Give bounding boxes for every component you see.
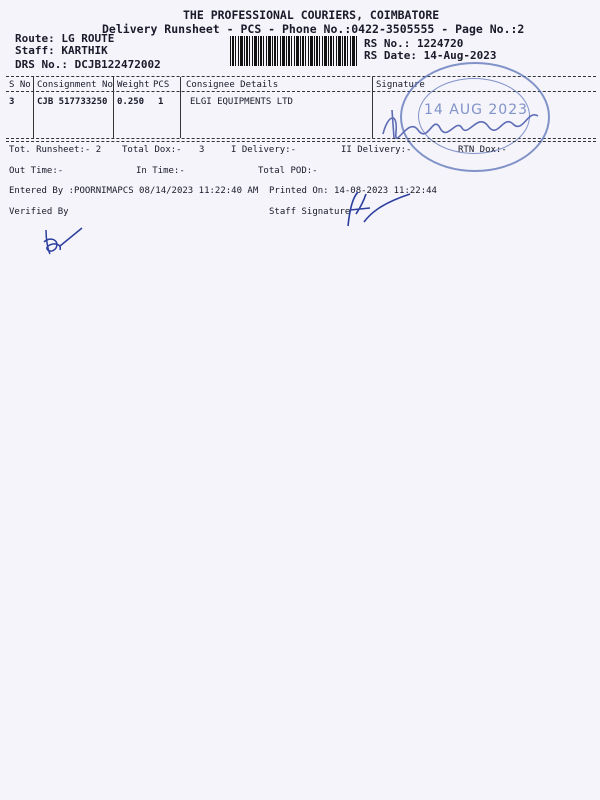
col-divider [113,77,114,138]
row-consignment-no: CJB 517733250 [37,97,108,107]
i-delivery: I Delivery:- [231,145,297,155]
entered-by: Entered By :POORNIMAPCS 08/14/2023 11:22:40 AM [9,186,259,196]
in-time: In Time:- [136,166,185,176]
rtn-dox: RTN Dox:- [458,145,507,155]
barcode [230,36,358,66]
row-consignee: ELGI EQUIPMENTS LTD [190,97,293,107]
printed-on: Printed On: 14-08-2023 11:22:44 [269,186,437,196]
row-pcs: 1 [158,97,164,107]
stamp-date: 14 AUG 2023 [424,102,529,118]
col-divider [33,77,34,138]
col-header-sno: S No [9,80,31,90]
route-label: Route: LG ROUTE [15,32,115,45]
total-dox-label: Total Dox:- [122,145,182,155]
runsheet-subtitle: Delivery Runsheet - PCS - Phone No.:0422-3505555 - Page No.:2 [102,22,525,36]
col-divider [372,77,373,138]
tot-runsheet: Tot. Runsheet:- 2 [9,145,102,155]
rs-date: RS Date: 14-Aug-2023 [364,49,497,62]
total-dox-value: 3 [199,145,205,155]
staff-signature-label: Staff Signature [269,207,351,217]
summary-rule [6,141,596,142]
col-divider [180,77,181,138]
verified-by: Verified By [9,207,69,217]
row-sno: 3 [9,97,15,107]
drs-number: DRS No.: DCJB122472002 [15,58,161,71]
verifier-signature [38,220,88,260]
total-pod: Total POD:- [258,166,318,176]
col-header-signature: Signature [376,80,425,90]
out-time: Out Time:- [9,166,64,176]
staff-label: Staff: KARTHIK [15,44,108,57]
col-header-pcs: PCS [153,80,170,90]
rs-number: RS No.: 1224720 [364,37,464,50]
ii-delivery: II Delivery:- [341,145,412,155]
company-name: THE PROFESSIONAL COURIERS, COIMBATORE [183,8,440,22]
col-header-weight: Weight [117,80,150,90]
staff-signature [340,186,420,232]
col-header-consignee: Consignee Details [186,80,279,90]
row-weight: 0.250 [117,97,145,107]
company-stamp [400,62,550,172]
recipient-signature [378,104,548,144]
col-header-consignment: Consignment No [37,80,113,90]
